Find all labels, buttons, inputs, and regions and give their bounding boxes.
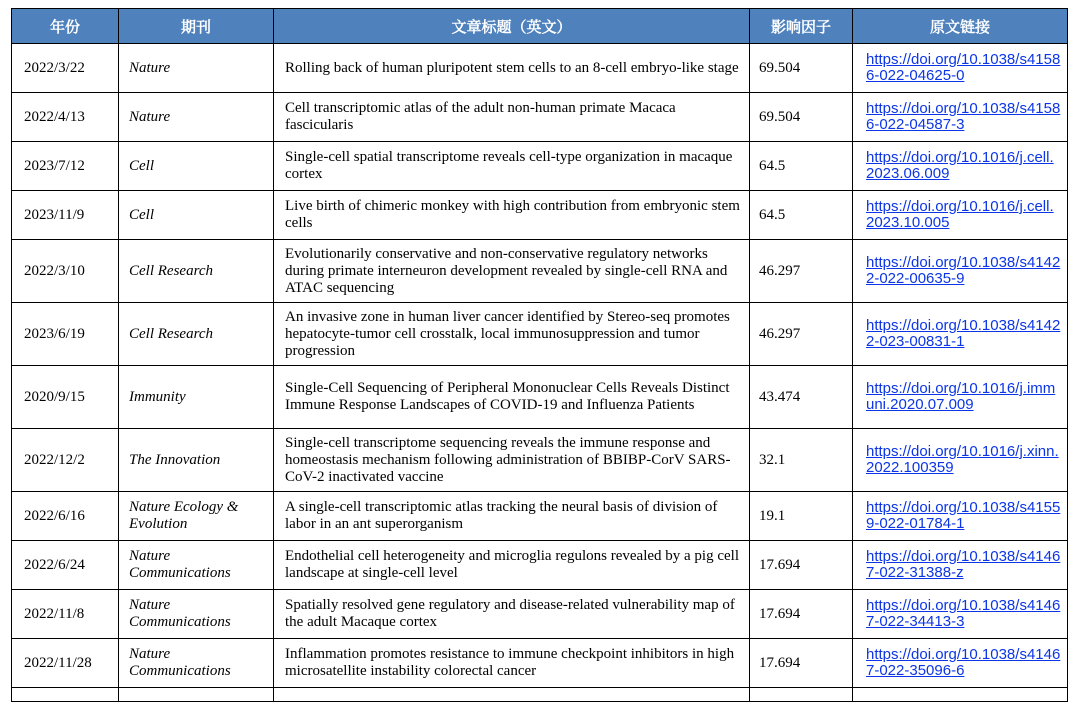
journal-cell: Nature Communications [119, 590, 274, 639]
link-cell [853, 93, 1068, 142]
doi-link[interactable]: https://doi.org/10.1016/j.immuni.2020.07.009 [866, 380, 1056, 413]
date-cell: 2022/6/16 [12, 492, 119, 541]
title-cell: Single-cell transcriptome sequencing reveals the immune response and homeostasis mechanism following administration of BBIBP-CorV SARS-CoV-2 inactivated vaccine [274, 429, 750, 492]
link-cell [853, 303, 1068, 366]
date-cell [12, 688, 119, 702]
link-cell [853, 492, 1068, 541]
table-row [12, 240, 1068, 303]
impact-factor-cell: 17.694 [750, 639, 853, 688]
impact-factor-cell: 69.504 [750, 44, 853, 93]
title-cell: An invasive zone in human liver cancer identified by Stereo-seq promotes hepatocyte-tumor cell crosstalk, local immunosuppression and tumor progression [274, 303, 750, 366]
date-cell: 2023/6/19 [12, 303, 119, 366]
journal-cell: Nature Communications [119, 541, 274, 590]
table-row [12, 639, 1068, 688]
doi-link[interactable]: https://doi.org/10.1038/s41422-022-00635-9 [866, 254, 1061, 287]
header-title: 文章标题（英文） [274, 9, 750, 44]
doi-link[interactable]: https://doi.org/10.1038/s41559-022-01784-1 [866, 499, 1061, 532]
journal-cell: Immunity [119, 366, 274, 429]
journal-cell: The Innovation [119, 429, 274, 492]
title-cell: Evolutionarily conservative and non-conservative regulatory networks during primate interneuron development revealed by single-cell RNA and ATAC sequencing [274, 240, 750, 303]
table-row [12, 93, 1068, 142]
date-cell: 2022/11/28 [12, 639, 119, 688]
link-cell [853, 688, 1068, 702]
table-row [12, 191, 1068, 240]
header-year: 年份 [12, 9, 119, 44]
doi-link[interactable]: https://doi.org/10.1038/s41422-023-00831-1 [866, 317, 1061, 350]
date-cell: 2022/11/8 [12, 590, 119, 639]
header-impact-factor: 影响因子 [750, 9, 853, 44]
link-cell [853, 44, 1068, 93]
table-row [12, 590, 1068, 639]
link-cell [853, 191, 1068, 240]
journal-cell: Cell [119, 142, 274, 191]
doi-link[interactable]: https://doi.org/10.1016/j.xinn.2022.100359 [866, 443, 1059, 476]
impact-factor-cell: 46.297 [750, 303, 853, 366]
link-cell [853, 429, 1068, 492]
title-cell: Cell transcriptomic atlas of the adult non-human primate Macaca fascicularis [274, 93, 750, 142]
journal-cell: Cell [119, 191, 274, 240]
table-row [12, 44, 1068, 93]
impact-factor-cell: 46.297 [750, 240, 853, 303]
title-cell: Rolling back of human pluripotent stem cells to an 8-cell embryo-like stage [274, 44, 750, 93]
title-cell: A single-cell transcriptomic atlas tracking the neural basis of division of labor in an ant superorganism [274, 492, 750, 541]
doi-link[interactable]: https://doi.org/10.1016/j.cell.2023.10.005 [866, 198, 1054, 231]
table-row [12, 303, 1068, 366]
impact-factor-cell: 64.5 [750, 191, 853, 240]
title-cell [274, 688, 750, 702]
doi-link[interactable]: https://doi.org/10.1038/s41467-022-34413-3 [866, 597, 1061, 630]
impact-factor-cell: 64.5 [750, 142, 853, 191]
date-cell: 2022/4/13 [12, 93, 119, 142]
table-row [12, 142, 1068, 191]
title-cell: Single-cell spatial transcriptome reveals cell-type organization in macaque cortex [274, 142, 750, 191]
doi-link[interactable]: https://doi.org/10.1038/s41467-022-35096-6 [866, 646, 1061, 679]
link-cell [853, 142, 1068, 191]
publication-table-container [11, 8, 1068, 702]
date-cell: 2023/11/9 [12, 191, 119, 240]
impact-factor-cell [750, 688, 853, 702]
table-row [12, 688, 1068, 702]
table-row [12, 366, 1068, 429]
date-cell: 2022/3/22 [12, 44, 119, 93]
doi-link[interactable]: https://doi.org/10.1038/s41586-022-04625-0 [866, 51, 1061, 84]
table-row [12, 429, 1068, 492]
journal-cell: Cell Research [119, 303, 274, 366]
publication-table [11, 8, 1068, 702]
table-row [12, 541, 1068, 590]
impact-factor-cell: 32.1 [750, 429, 853, 492]
impact-factor-cell: 17.694 [750, 590, 853, 639]
header-journal: 期刊 [119, 9, 274, 44]
title-cell: Single-Cell Sequencing of Peripheral Mononuclear Cells Reveals Distinct Immune Response Landscapes of COVID-19 and Influenza Patients [274, 366, 750, 429]
doi-link[interactable]: https://doi.org/10.1038/s41586-022-04587-3 [866, 100, 1061, 133]
date-cell: 2020/9/15 [12, 366, 119, 429]
title-cell: Inflammation promotes resistance to immune checkpoint inhibitors in high microsatellite instability colorectal cancer [274, 639, 750, 688]
date-cell: 2022/6/24 [12, 541, 119, 590]
date-cell: 2023/7/12 [12, 142, 119, 191]
journal-cell [119, 688, 274, 702]
link-cell [853, 590, 1068, 639]
link-cell [853, 639, 1068, 688]
doi-link[interactable]: https://doi.org/10.1038/s41467-022-31388-z [866, 548, 1061, 581]
journal-cell: Nature Ecology & Evolution [119, 492, 274, 541]
table-header-row [12, 9, 1068, 44]
impact-factor-cell: 43.474 [750, 366, 853, 429]
impact-factor-cell: 17.694 [750, 541, 853, 590]
date-cell: 2022/3/10 [12, 240, 119, 303]
link-cell [853, 366, 1068, 429]
date-cell: 2022/12/2 [12, 429, 119, 492]
impact-factor-cell: 19.1 [750, 492, 853, 541]
journal-cell: Nature [119, 93, 274, 142]
doi-link[interactable]: https://doi.org/10.1016/j.cell.2023.06.009 [866, 149, 1054, 182]
title-cell: Endothelial cell heterogeneity and microglia regulons revealed by a pig cell landscape at single-cell level [274, 541, 750, 590]
title-cell: Live birth of chimeric monkey with high contribution from embryonic stem cells [274, 191, 750, 240]
impact-factor-cell: 69.504 [750, 93, 853, 142]
journal-cell: Cell Research [119, 240, 274, 303]
link-cell [853, 240, 1068, 303]
table-row [12, 492, 1068, 541]
header-link: 原文链接 [853, 9, 1068, 44]
title-cell: Spatially resolved gene regulatory and disease-related vulnerability map of the adult Macaque cortex [274, 590, 750, 639]
journal-cell: Nature Communications [119, 639, 274, 688]
link-cell [853, 541, 1068, 590]
journal-cell: Nature [119, 44, 274, 93]
